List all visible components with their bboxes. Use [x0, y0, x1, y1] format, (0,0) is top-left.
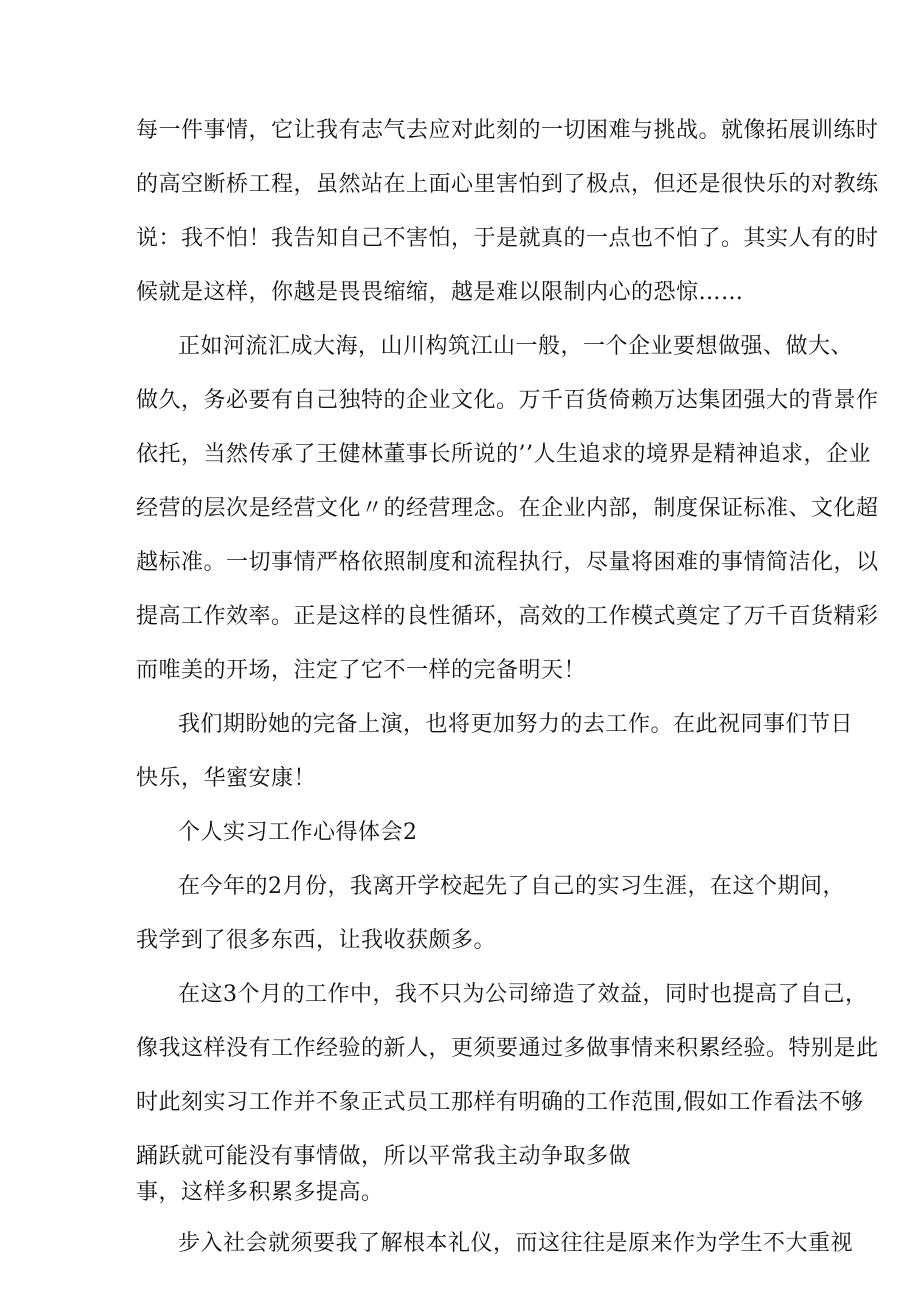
text-line: 我们期盼她的完备上演，也将更加努力的去工作。在此祝同事们节日 [178, 712, 854, 737]
text-line: 事，这样多积累多提高。 [136, 1180, 384, 1205]
text-line: 越标准。一切事情严格依照制度和流程执行，尽量将困难的事情简洁化，以 [136, 550, 879, 575]
text-line: 踊跃就可能没有事情做，所以平常我主动争取多做 [136, 1144, 632, 1169]
text-line: 正如河流汇成大海，山川构筑江山一般，一个企业要想做强、做大、 [178, 334, 854, 359]
text-line: 像我这样没有工作经验的新人，更须要通过多做事情来积累经验。特别是此 [136, 1036, 879, 1061]
text-line: 经营的层次是经营文化〃的经营理念。在企业内部，制度保证标准、文化超 [136, 496, 879, 521]
text-line: 做久，务必要有自己独特的企业文化。万千百货倚赖万达集团强大的背景作 [136, 388, 879, 413]
text-line: 说：我不怕！我告知自己不害怕，于是就真的一点也不怕了。其实人有的时 [136, 226, 879, 251]
text-line: 候就是这样，你越是畏畏缩缩，越是难以限制内心的恐惊…… [136, 280, 744, 305]
text-line: 的高空断桥工程，虽然站在上面心里害怕到了极点，但还是很快乐的对教练 [136, 172, 879, 197]
text-line: 快乐，华蜜安康！ [136, 766, 317, 791]
text-line: 提高工作效率。正是这样的良性循环，高效的工作模式奠定了万千百货精彩 [136, 604, 879, 629]
text-line: 在今年的2月份，我离开学校起先了自己的实习生涯，在这个期间， [178, 874, 845, 899]
text-line: 而唯美的开场，注定了它不一样的完备明天！ [136, 658, 587, 683]
text-line: 时此刻实习工作并不象正式员工那样有明确的工作范围,假如工作看法不够 [136, 1090, 864, 1115]
text-line: 在这3个月的工作中，我不只为公司缔造了效益，同时也提高了自己， [178, 982, 868, 1007]
section-heading: 个人实习工作心得体会2 [178, 820, 418, 845]
text-line: 每一件事情，它让我有志气去应对此刻的一切困难与挑战。就像拓展训练时 [136, 118, 879, 143]
text-line: 步入社会就须要我了解根本礼仪，而这往往是原来作为学生不大重视 [178, 1231, 854, 1256]
text-line: 依托，当然传承了王健林董事长所说的’’人生追求的境界是精神追求，企业 [136, 442, 871, 467]
text-line: 我学到了很多东西，让我收获颇多。 [136, 928, 497, 953]
